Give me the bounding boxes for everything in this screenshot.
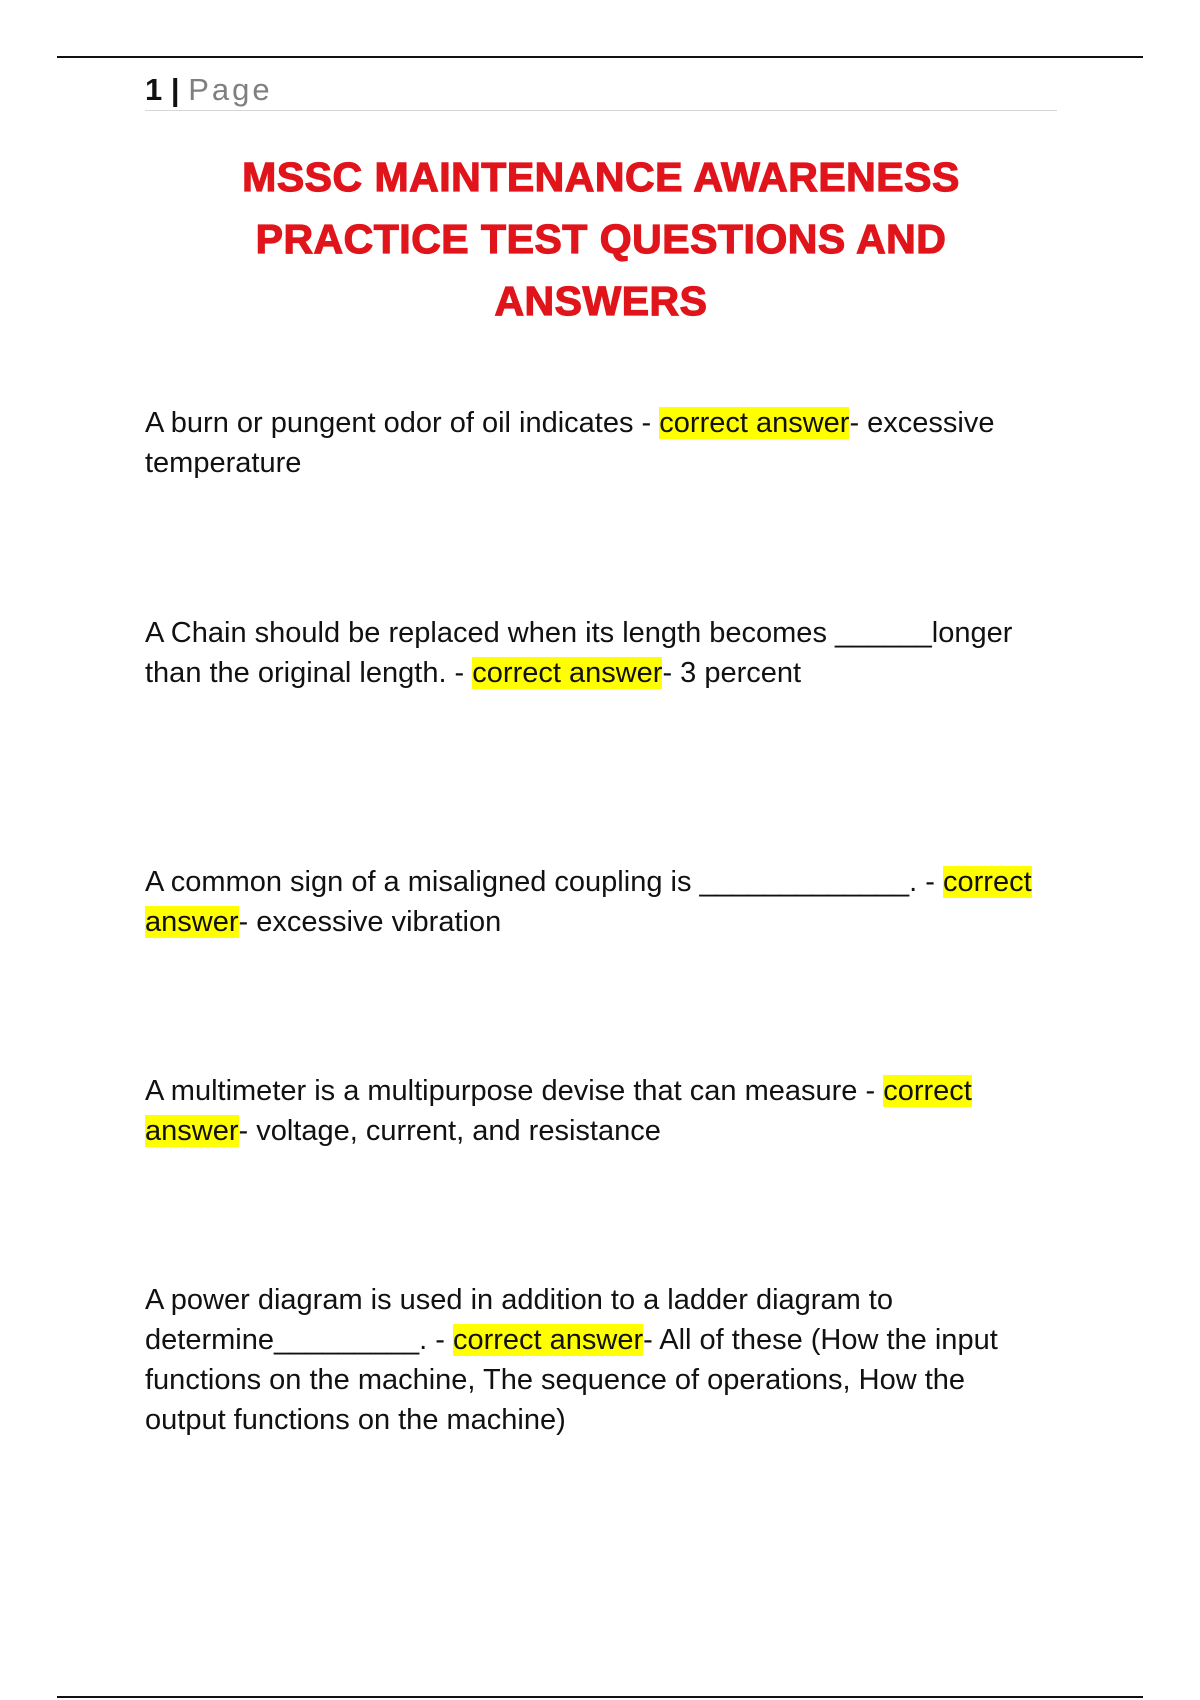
correct-answer-marker: correct answer: [145, 866, 1032, 938]
top-rule: [57, 56, 1143, 58]
answer-text: - voltage, current, and resistance: [238, 1115, 661, 1147]
answer-text: - excessive temperature: [145, 407, 995, 479]
page-header: [145, 70, 1057, 111]
qa-item-4: [145, 1071, 1045, 1151]
question-text: A power diagram is used in addition to a ladder diagram to determine_________. -: [145, 1284, 893, 1356]
qa-item-1: [145, 403, 1045, 483]
correct-answer-marker: correct answer: [472, 657, 663, 689]
question-text: A multimeter is a multipurpose devise that can measure -: [145, 1075, 884, 1107]
qa-item-3: [145, 862, 1045, 942]
bottom-rule: [57, 1696, 1143, 1698]
page-separator: |: [170, 72, 180, 107]
answer-text: - excessive vibration: [238, 906, 502, 938]
answer-text: - 3 percent: [662, 657, 802, 689]
qa-item-5: [145, 1280, 1045, 1440]
correct-answer-marker: correct answer: [145, 1075, 972, 1147]
question-text: A Chain should be replaced when its length becomes ______longer than the original length. -: [145, 617, 1013, 689]
page-number: 1: [145, 72, 163, 107]
question-text: A burn or pungent odor of oil indicates -: [145, 407, 660, 439]
question-text: A common sign of a misaligned coupling is _____________. -: [145, 866, 944, 898]
title-line-2: PRACTICE TEST QUESTIONS AND: [255, 216, 947, 262]
correct-answer-marker: correct answer: [452, 1324, 644, 1356]
correct-answer-marker: correct answer: [659, 407, 850, 439]
page-label: Page: [188, 72, 273, 107]
qa-item-2: [145, 613, 1045, 693]
document-title: [145, 146, 1057, 332]
title-line-3: ANSWERS: [494, 278, 708, 324]
answer-text: - All of these (How the input functions on the machine, The sequence of operations, How the output functions on the machine): [145, 1324, 998, 1436]
title-line-1: MSSC MAINTENANCE AWARENESS: [242, 154, 960, 200]
